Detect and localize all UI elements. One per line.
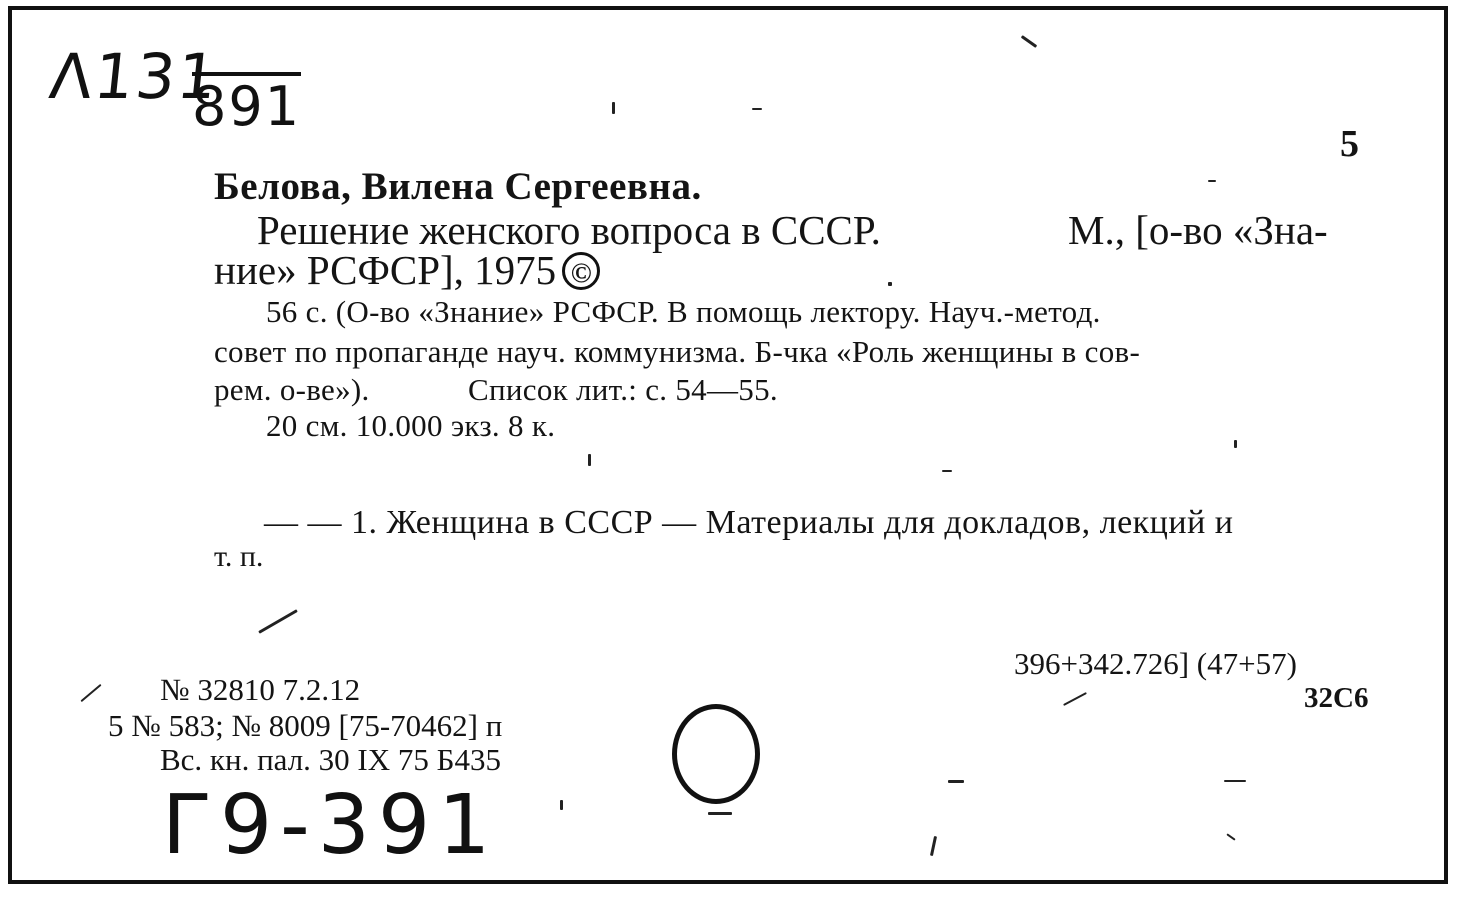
scan-speck [1234,440,1237,448]
scan-speck [708,812,732,815]
description-line-4: 20 см. 10.000 экз. 8 к. [266,408,556,443]
scan-speck [930,836,937,856]
handwritten-call-number: Λ131 [46,40,223,113]
classification-index: 396+342.726] (47+57) [1014,646,1297,681]
description-line-3: рем. о-ве»). [214,372,370,407]
scan-speck [948,780,964,783]
description-line-2: совет по пропаганде науч. коммунизма. Б-чка «Роль женщины в сов- [214,334,1141,369]
subject-heading-line-1: — — 1. Женщина в СССР — Материалы для докладов, лекций и [264,504,1234,541]
title-line-2 [214,246,600,294]
scan-speck [588,454,591,466]
scan-speck [1208,180,1216,182]
card-number: 5 [1340,123,1359,165]
catalog-card [8,6,1448,884]
scan-speck [80,684,101,702]
scan-speck [1021,35,1037,48]
scan-speck [752,108,762,110]
scan-speck [612,102,615,114]
scan-speck [888,282,892,286]
subject-heading-line-2: т. п. [214,540,264,573]
scan-speck [258,609,298,634]
title-line-1: Решение женского вопроса в СССР. [257,207,881,253]
scan-speck [942,470,952,472]
handwritten-bottom-code: Г9-391 [162,778,499,873]
print-info-line-3: Вс. кн. пал. 30 IX 75 Б435 [160,742,501,777]
description-line-1: 56 с. (О-во «Знание» РСФСР. В помощь лектору. Науч.-метод. [266,294,1101,329]
print-info-line-2: 5 № 583; № 8009 [75-70462] п [108,708,503,743]
scan-speck [1063,692,1087,706]
copyright-icon: © [562,252,600,290]
author-heading: Белова, Вилена Сергеевна. [214,165,702,208]
bibliography-note: Список лит.: с. 54—55. [468,372,778,407]
imprint-publisher-year: ние» РСФСР], 1975 [214,247,557,293]
scan-speck [560,800,563,810]
imprint-place: М., [о-во «Зна- [1068,207,1328,253]
scan-speck [1224,780,1246,782]
author-mark: 32С6 [1304,682,1369,714]
punch-hole-icon [672,704,760,804]
print-info-line-1: № 32810 7.2.12 [160,672,361,707]
handwritten-fraction: 891 [192,72,301,138]
scan-speck [1226,833,1235,840]
